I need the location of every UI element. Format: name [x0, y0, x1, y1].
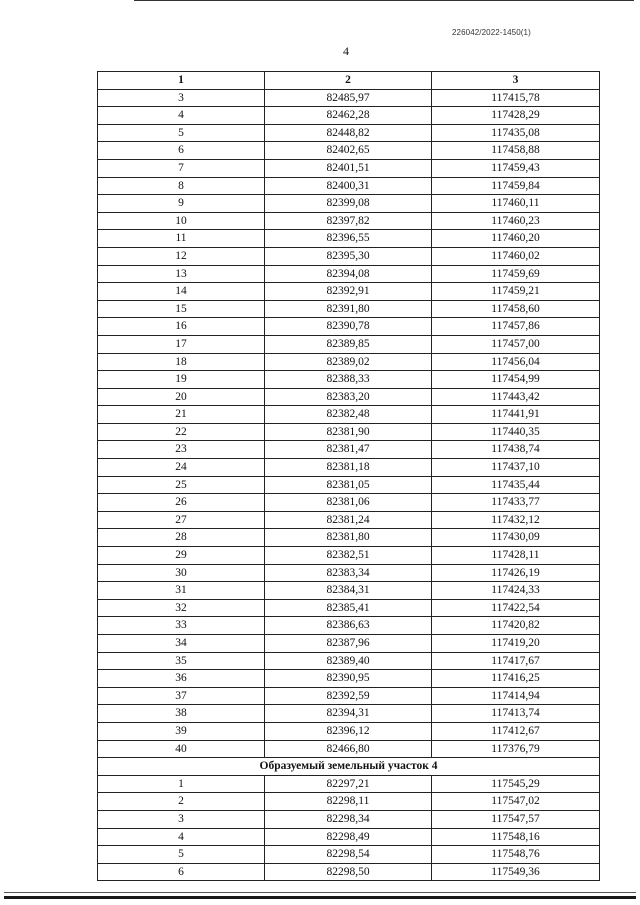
- x-coordinate-cell: 82383,34: [265, 564, 432, 582]
- x-coordinate-cell: 82390,95: [265, 670, 432, 688]
- point-number-cell: 40: [98, 740, 265, 758]
- table-row: [98, 300, 600, 318]
- y-coordinate-cell: 117545,29: [432, 775, 600, 793]
- point-number-cell: 30: [98, 564, 265, 582]
- y-coordinate-cell: 117376,79: [432, 740, 600, 758]
- x-coordinate-cell: 82401,51: [265, 159, 432, 177]
- y-coordinate-cell: 117428,11: [432, 547, 600, 565]
- point-number-cell: 23: [98, 441, 265, 459]
- y-coordinate-cell: 117426,19: [432, 564, 600, 582]
- x-coordinate-cell: 82298,49: [265, 828, 432, 846]
- point-number-cell: 4: [98, 107, 265, 125]
- y-coordinate-cell: 117435,44: [432, 476, 600, 494]
- x-coordinate-cell: 82389,02: [265, 353, 432, 371]
- point-number-cell: 33: [98, 617, 265, 635]
- y-coordinate-cell: 117432,12: [432, 511, 600, 529]
- point-number-cell: 3: [98, 89, 265, 107]
- table-header-row: [98, 72, 600, 90]
- y-coordinate-cell: 117433,77: [432, 494, 600, 512]
- y-coordinate-cell: 117548,76: [432, 846, 600, 864]
- x-coordinate-cell: 82466,80: [265, 740, 432, 758]
- x-coordinate-cell: 82394,31: [265, 705, 432, 723]
- table-row: [98, 793, 600, 811]
- x-coordinate-cell: 82402,65: [265, 142, 432, 160]
- table-row: [98, 142, 600, 160]
- table-row: [98, 124, 600, 142]
- table-row: [98, 423, 600, 441]
- table-row: [98, 687, 600, 705]
- table-row: [98, 740, 600, 758]
- point-number-cell: 2: [98, 793, 265, 811]
- point-number-cell: 4: [98, 828, 265, 846]
- point-number-cell: 31: [98, 582, 265, 600]
- coordinates-table: [97, 71, 600, 881]
- x-coordinate-cell: 82387,96: [265, 635, 432, 653]
- top-rule: [134, 0, 634, 1]
- column-header-y: 3: [432, 72, 600, 90]
- point-number-cell: 18: [98, 353, 265, 371]
- y-coordinate-cell: 117460,20: [432, 230, 600, 248]
- y-coordinate-cell: 117549,36: [432, 863, 600, 881]
- table-row: [98, 265, 600, 283]
- x-coordinate-cell: 82399,08: [265, 195, 432, 213]
- table-row: [98, 441, 600, 459]
- y-coordinate-cell: 117459,43: [432, 159, 600, 177]
- x-coordinate-cell: 82396,55: [265, 230, 432, 248]
- table-row: [98, 388, 600, 406]
- point-number-cell: 6: [98, 863, 265, 881]
- document-number: 226042/2022-1450(1): [452, 28, 531, 37]
- page-number: 4: [343, 44, 349, 58]
- point-number-cell: 6: [98, 142, 265, 160]
- table-row: [98, 230, 600, 248]
- point-number-cell: 5: [98, 124, 265, 142]
- table-row: [98, 371, 600, 389]
- point-number-cell: 11: [98, 230, 265, 248]
- y-coordinate-cell: 117458,60: [432, 300, 600, 318]
- point-number-cell: 19: [98, 371, 265, 389]
- x-coordinate-cell: 82400,31: [265, 177, 432, 195]
- x-coordinate-cell: 82395,30: [265, 247, 432, 265]
- table-row: [98, 705, 600, 723]
- column-header-point: 1: [98, 72, 265, 90]
- point-number-cell: 38: [98, 705, 265, 723]
- y-coordinate-cell: 117437,10: [432, 459, 600, 477]
- y-coordinate-cell: 117443,42: [432, 388, 600, 406]
- x-coordinate-cell: 82382,48: [265, 406, 432, 424]
- y-coordinate-cell: 117459,69: [432, 265, 600, 283]
- point-number-cell: 17: [98, 335, 265, 353]
- column-header-x: 2: [265, 72, 432, 90]
- y-coordinate-cell: 117547,57: [432, 810, 600, 828]
- y-coordinate-cell: 117414,94: [432, 687, 600, 705]
- point-number-cell: 7: [98, 159, 265, 177]
- point-number-cell: 8: [98, 177, 265, 195]
- point-number-cell: 20: [98, 388, 265, 406]
- table-row: [98, 476, 600, 494]
- point-number-cell: 35: [98, 652, 265, 670]
- point-number-cell: 36: [98, 670, 265, 688]
- y-coordinate-cell: 117435,08: [432, 124, 600, 142]
- table-row: [98, 670, 600, 688]
- y-coordinate-cell: 117422,54: [432, 599, 600, 617]
- point-number-cell: 12: [98, 247, 265, 265]
- table-row: [98, 494, 600, 512]
- y-coordinate-cell: 117456,04: [432, 353, 600, 371]
- x-coordinate-cell: 82388,33: [265, 371, 432, 389]
- table-row: [98, 775, 600, 793]
- x-coordinate-cell: 82392,59: [265, 687, 432, 705]
- y-coordinate-cell: 117548,16: [432, 828, 600, 846]
- x-coordinate-cell: 82462,28: [265, 107, 432, 125]
- x-coordinate-cell: 82448,82: [265, 124, 432, 142]
- table-row: [98, 652, 600, 670]
- x-coordinate-cell: 82381,24: [265, 511, 432, 529]
- x-coordinate-cell: 82298,11: [265, 793, 432, 811]
- y-coordinate-cell: 117460,11: [432, 195, 600, 213]
- table-row: [98, 529, 600, 547]
- y-coordinate-cell: 117413,74: [432, 705, 600, 723]
- y-coordinate-cell: 117415,78: [432, 89, 600, 107]
- table-row: [98, 335, 600, 353]
- x-coordinate-cell: 82381,18: [265, 459, 432, 477]
- point-number-cell: 13: [98, 265, 265, 283]
- table-row: [98, 283, 600, 301]
- point-number-cell: 25: [98, 476, 265, 494]
- point-number-cell: 28: [98, 529, 265, 547]
- section-header-row: [98, 758, 600, 776]
- y-coordinate-cell: 117441,91: [432, 406, 600, 424]
- point-number-cell: 34: [98, 635, 265, 653]
- x-coordinate-cell: 82394,08: [265, 265, 432, 283]
- table-row: [98, 212, 600, 230]
- table-row: [98, 863, 600, 881]
- point-number-cell: 26: [98, 494, 265, 512]
- point-number-cell: 14: [98, 283, 265, 301]
- point-number-cell: 24: [98, 459, 265, 477]
- y-coordinate-cell: 117547,02: [432, 793, 600, 811]
- point-number-cell: 10: [98, 212, 265, 230]
- point-number-cell: 37: [98, 687, 265, 705]
- bottom-rule: [4, 896, 636, 899]
- x-coordinate-cell: 82298,50: [265, 863, 432, 881]
- table-row: [98, 547, 600, 565]
- x-coordinate-cell: 82389,85: [265, 335, 432, 353]
- point-number-cell: 16: [98, 318, 265, 336]
- point-number-cell: 22: [98, 423, 265, 441]
- table-row: [98, 582, 600, 600]
- y-coordinate-cell: 117416,25: [432, 670, 600, 688]
- table-row: [98, 195, 600, 213]
- table-row: [98, 353, 600, 371]
- x-coordinate-cell: 82381,06: [265, 494, 432, 512]
- table-row: [98, 635, 600, 653]
- y-coordinate-cell: 117438,74: [432, 441, 600, 459]
- x-coordinate-cell: 82397,82: [265, 212, 432, 230]
- y-coordinate-cell: 117440,35: [432, 423, 600, 441]
- point-number-cell: 39: [98, 722, 265, 740]
- point-number-cell: 1: [98, 775, 265, 793]
- y-coordinate-cell: 117457,86: [432, 318, 600, 336]
- table-row: [98, 177, 600, 195]
- bottom-rule-thin: [4, 892, 636, 893]
- x-coordinate-cell: 82298,54: [265, 846, 432, 864]
- x-coordinate-cell: 82391,80: [265, 300, 432, 318]
- table-row: [98, 810, 600, 828]
- y-coordinate-cell: 117419,20: [432, 635, 600, 653]
- y-coordinate-cell: 117424,33: [432, 582, 600, 600]
- table-row: [98, 564, 600, 582]
- section-title: Образуемый земельный участок 4: [98, 758, 600, 776]
- table-row: [98, 159, 600, 177]
- point-number-cell: 9: [98, 195, 265, 213]
- table-row: [98, 846, 600, 864]
- y-coordinate-cell: 117454,99: [432, 371, 600, 389]
- table-row: [98, 247, 600, 265]
- table-row: [98, 511, 600, 529]
- point-number-cell: 5: [98, 846, 265, 864]
- table-row: [98, 318, 600, 336]
- y-coordinate-cell: 117457,00: [432, 335, 600, 353]
- y-coordinate-cell: 117459,21: [432, 283, 600, 301]
- y-coordinate-cell: 117430,09: [432, 529, 600, 547]
- table-row: [98, 599, 600, 617]
- x-coordinate-cell: 82382,51: [265, 547, 432, 565]
- point-number-cell: 3: [98, 810, 265, 828]
- x-coordinate-cell: 82297,21: [265, 775, 432, 793]
- point-number-cell: 15: [98, 300, 265, 318]
- y-coordinate-cell: 117459,84: [432, 177, 600, 195]
- x-coordinate-cell: 82381,90: [265, 423, 432, 441]
- x-coordinate-cell: 82390,78: [265, 318, 432, 336]
- y-coordinate-cell: 117412,67: [432, 722, 600, 740]
- y-coordinate-cell: 117458,88: [432, 142, 600, 160]
- table-row: [98, 617, 600, 635]
- y-coordinate-cell: 117460,02: [432, 247, 600, 265]
- table-row: [98, 406, 600, 424]
- x-coordinate-cell: 82396,12: [265, 722, 432, 740]
- table-row: [98, 89, 600, 107]
- x-coordinate-cell: 82381,47: [265, 441, 432, 459]
- x-coordinate-cell: 82385,41: [265, 599, 432, 617]
- x-coordinate-cell: 82386,63: [265, 617, 432, 635]
- x-coordinate-cell: 82381,05: [265, 476, 432, 494]
- x-coordinate-cell: 82392,91: [265, 283, 432, 301]
- y-coordinate-cell: 117420,82: [432, 617, 600, 635]
- x-coordinate-cell: 82383,20: [265, 388, 432, 406]
- table-row: [98, 722, 600, 740]
- x-coordinate-cell: 82298,34: [265, 810, 432, 828]
- x-coordinate-cell: 82485,97: [265, 89, 432, 107]
- point-number-cell: 27: [98, 511, 265, 529]
- x-coordinate-cell: 82389,40: [265, 652, 432, 670]
- table-row: [98, 107, 600, 125]
- x-coordinate-cell: 82381,80: [265, 529, 432, 547]
- point-number-cell: 29: [98, 547, 265, 565]
- table-row: [98, 459, 600, 477]
- x-coordinate-cell: 82384,31: [265, 582, 432, 600]
- y-coordinate-cell: 117428,29: [432, 107, 600, 125]
- y-coordinate-cell: 117417,67: [432, 652, 600, 670]
- point-number-cell: 21: [98, 406, 265, 424]
- table-row: [98, 828, 600, 846]
- point-number-cell: 32: [98, 599, 265, 617]
- y-coordinate-cell: 117460,23: [432, 212, 600, 230]
